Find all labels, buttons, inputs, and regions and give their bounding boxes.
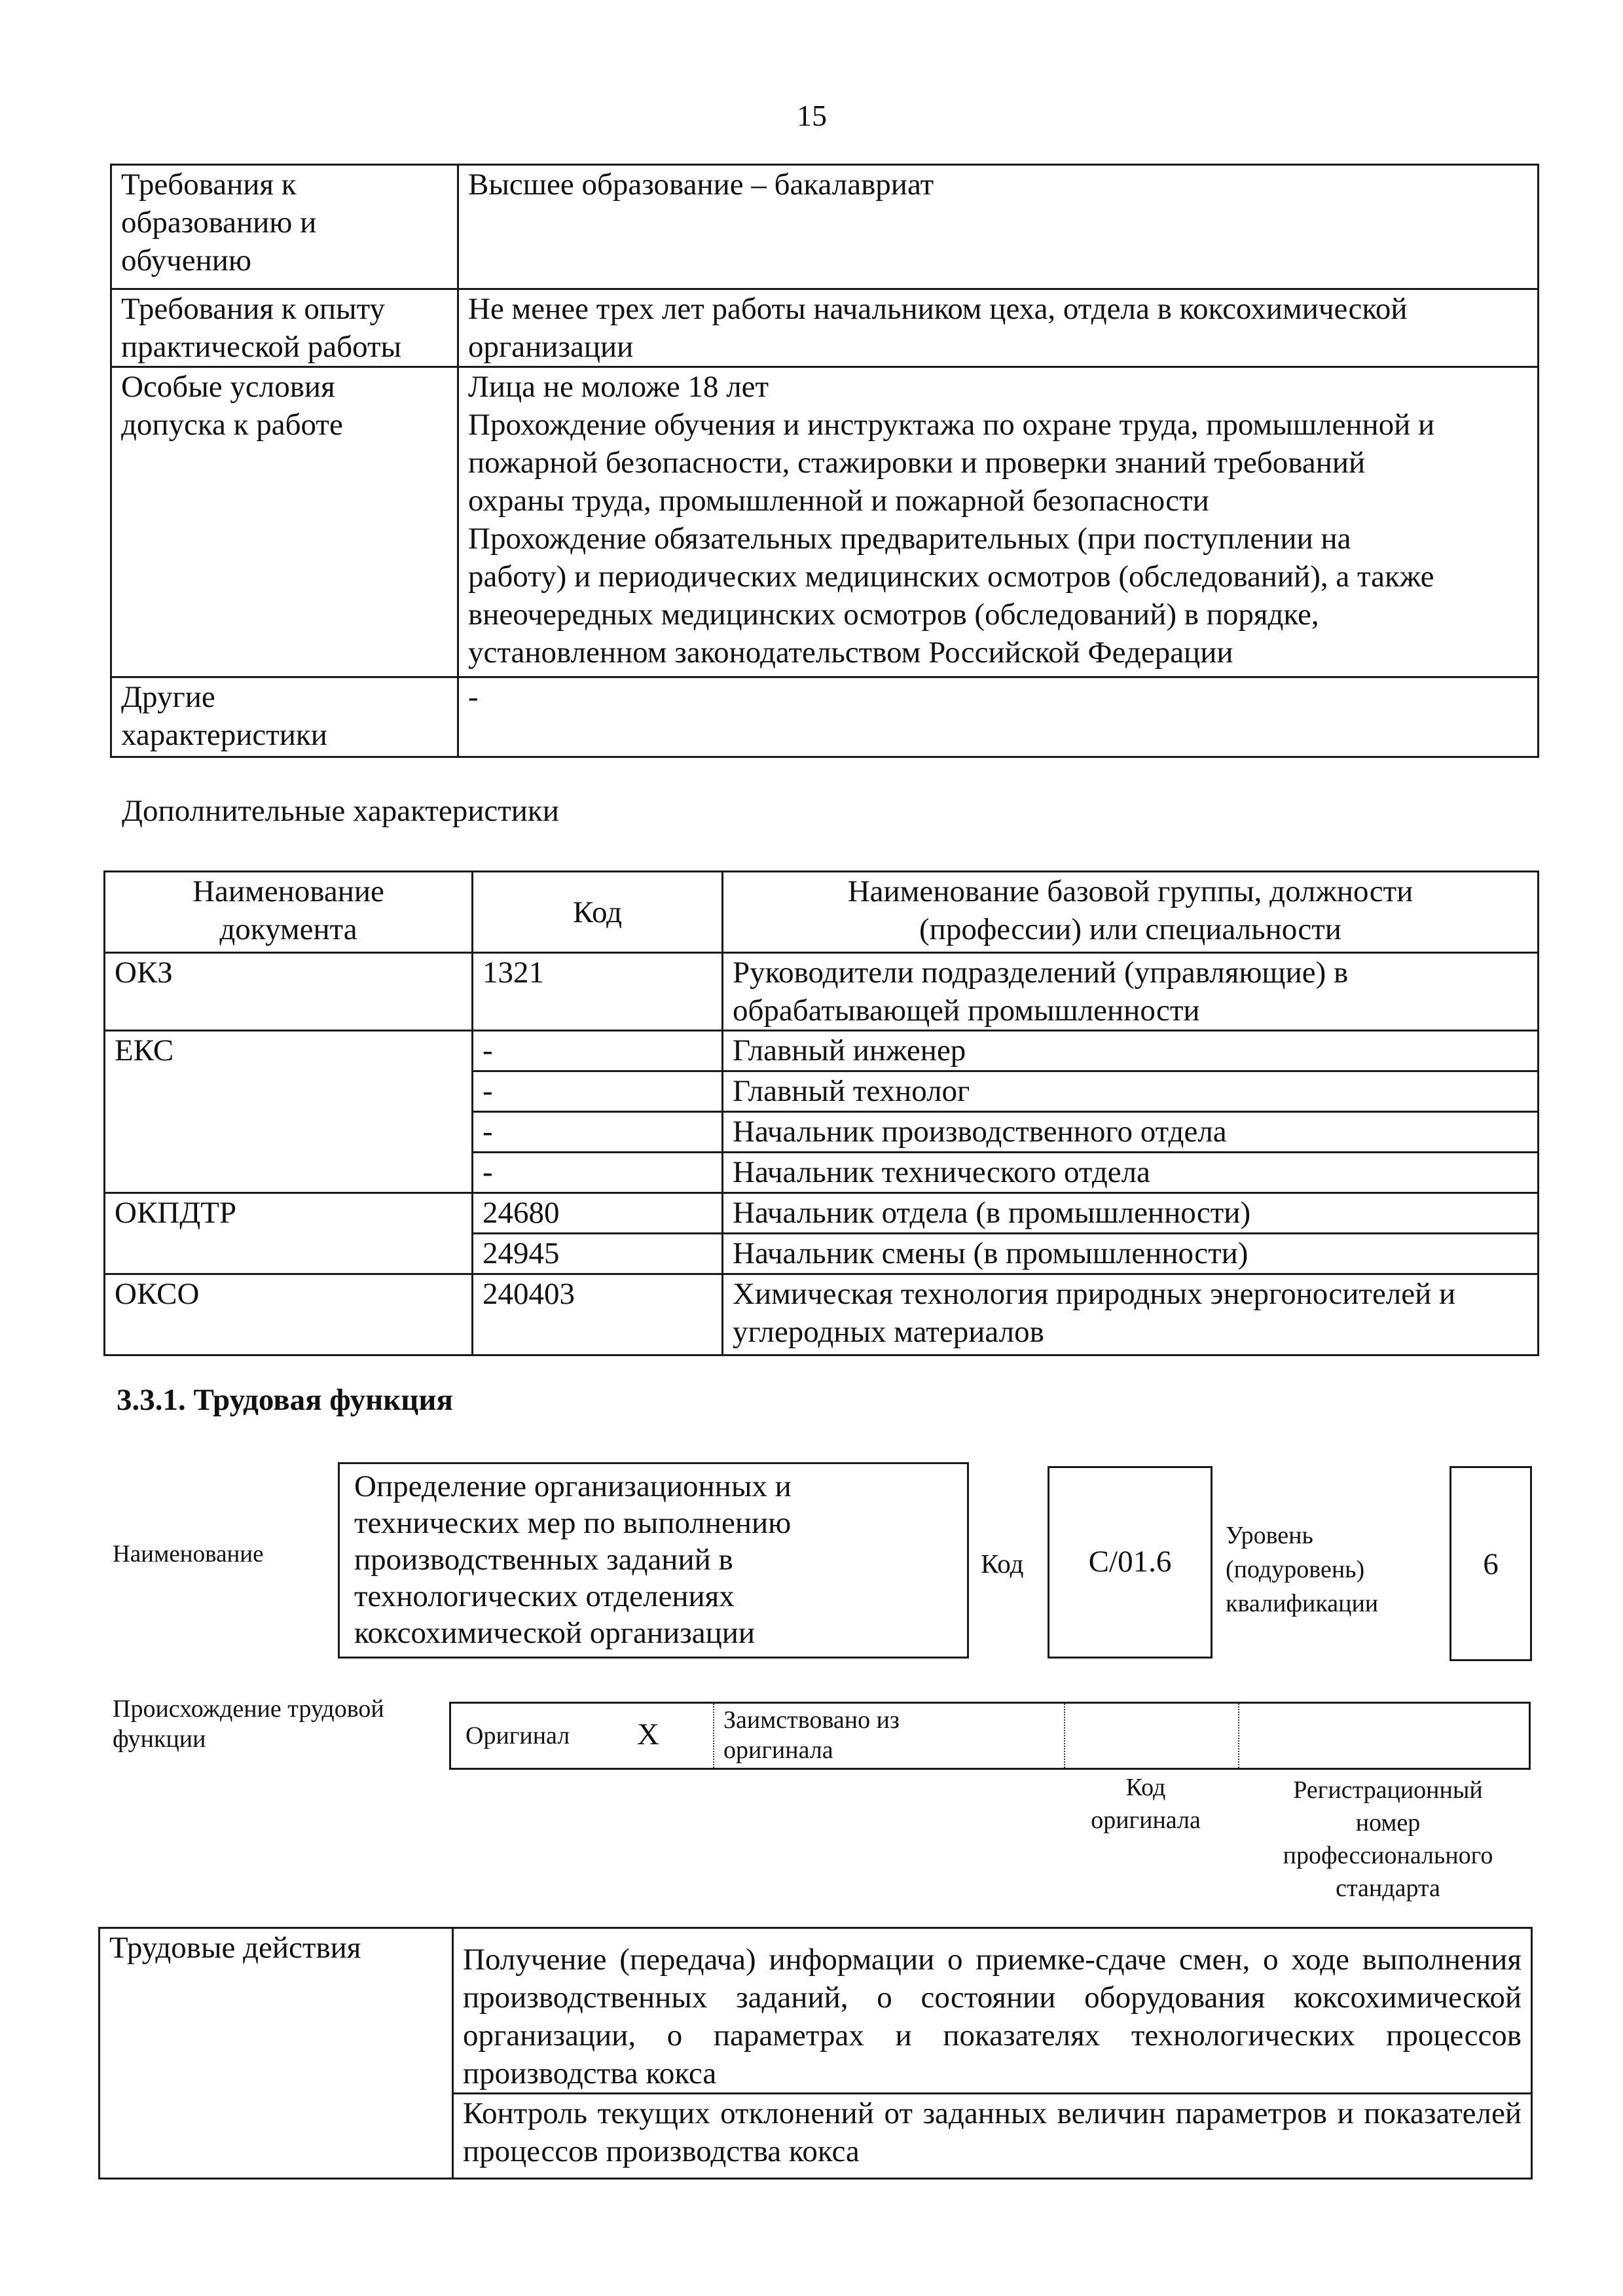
additional-table [103,870,1539,1356]
origin-box [449,1702,1531,1770]
table-row [105,1031,1539,1071]
code-cell: - [473,1112,723,1153]
requirement-label: Требования к образованию и обучению [111,165,458,289]
header-name: Наименование базовой группы, должности (профессии) или специальности [723,872,1539,953]
requirement-label: Требования к опыту практической работы [111,289,458,367]
action-item: Получение (передача) информации о приемке-сдаче смен, о ходе выполнения производственных заданий, о состоянии оборудования коксохимической организации, о параметрах и показателях технологических процессов производства кокса [453,1928,1532,2094]
code-cell: 24680 [473,1193,723,1234]
code-cell: - [473,1071,723,1112]
name-cell: Главный технолог [723,1071,1539,1112]
original-mark: X [637,1717,659,1751]
doc-okz: ОКЗ [105,953,473,1031]
table-header-row [105,872,1539,953]
additional-title: Дополнительные характеристики [122,794,559,828]
level-box [1450,1466,1532,1661]
code-cell: 1321 [473,953,723,1031]
name-cell: Начальник технического отдела [723,1153,1539,1193]
name-cell: Начальник отдела (в промышленности) [723,1193,1539,1234]
original-label: Оригинал [465,1722,570,1749]
page-number: 15 [797,99,827,132]
origin-divider [713,1704,714,1768]
requirement-value: Не менее трех лет работы начальником цеха, отдела в коксохимической организации [458,289,1539,367]
table-row [111,677,1539,757]
function-name-label: Наименование [113,1541,264,1568]
requirement-value: Лица не моложе 18 лет Прохождение обучения и инструктажа по охране труда, промышленной и пожарной безопасности, стажировки и проверки знаний требований охраны труда, промышленной и пожарной безопасности Прохождение обязательных предварительных (при поступлении на работу) и периодических медицинских осмотров (обследований), а также внеочередных медицинских осмотров (обследований) в порядке, установленном законодательством Российской Федерации [458,367,1539,677]
requirement-label: Особые условия допуска к работе [111,367,458,677]
origin-label: Происхождение трудовой функции [113,1695,384,1753]
borrowed-label: Заимствовано из оригинала [723,1706,900,1764]
name-cell: Начальник производственного отдела [723,1112,1539,1153]
requirement-label: Другие характеристики [111,677,458,757]
actions-table [98,1927,1533,2179]
reg-caption: Регистрационный номер профессионального стандарта [1283,1776,1493,1902]
doc-eks: ЕКС [105,1031,473,1193]
origin-divider [1238,1704,1239,1768]
table-row [111,289,1539,367]
table-row [105,1274,1539,1355]
header-document: Наименование документа [105,872,473,953]
function-code-value: C/01.6 [1088,1545,1172,1579]
table-row [111,165,1539,289]
requirements-table [110,164,1539,758]
table-row [111,367,1539,677]
requirement-value: - [458,677,1539,757]
requirement-value: Высшее образование – бакалавриат [458,165,1539,289]
table-row [105,953,1539,1031]
function-name-box: Определение организационных и технических мер по выполнению производственных заданий в технологических отделениях коксохимической организации [338,1462,969,1659]
action-item: Контроль текущих отклонений от заданных величин параметров и показателей процессов производства кокса [453,2094,1532,2179]
name-cell: Руководители подразделений (управляющие) в обрабатывающей промышленности [723,953,1539,1031]
function-code-box [1048,1466,1213,1659]
code-cell: - [473,1031,723,1071]
section-heading: 3.3.1. Трудовая функция [117,1383,453,1417]
table-row [105,1193,1539,1234]
name-cell: Главный инженер [723,1031,1539,1071]
doc-okpdtr: ОКПДТР [105,1193,473,1274]
table-row [100,1928,1532,2094]
name-cell: Химическая технология природных энергоносителей и углеродных материалов [723,1274,1539,1355]
header-code: Код [473,872,723,953]
doc-okso: ОКСО [105,1274,473,1355]
code-cell: - [473,1153,723,1193]
level-value: 6 [1483,1547,1499,1581]
function-code-label: Код [981,1549,1024,1579]
code-cell: 240403 [473,1274,723,1355]
actions-label: Трудовые действия [100,1928,453,2179]
name-cell: Начальник смены (в промышленности) [723,1234,1539,1274]
level-label: Уровень (подуровень) квалификации [1226,1522,1379,1617]
code-cell: 24945 [473,1234,723,1274]
code-caption: Код оригинала [1091,1774,1201,1834]
origin-divider [1064,1704,1065,1768]
